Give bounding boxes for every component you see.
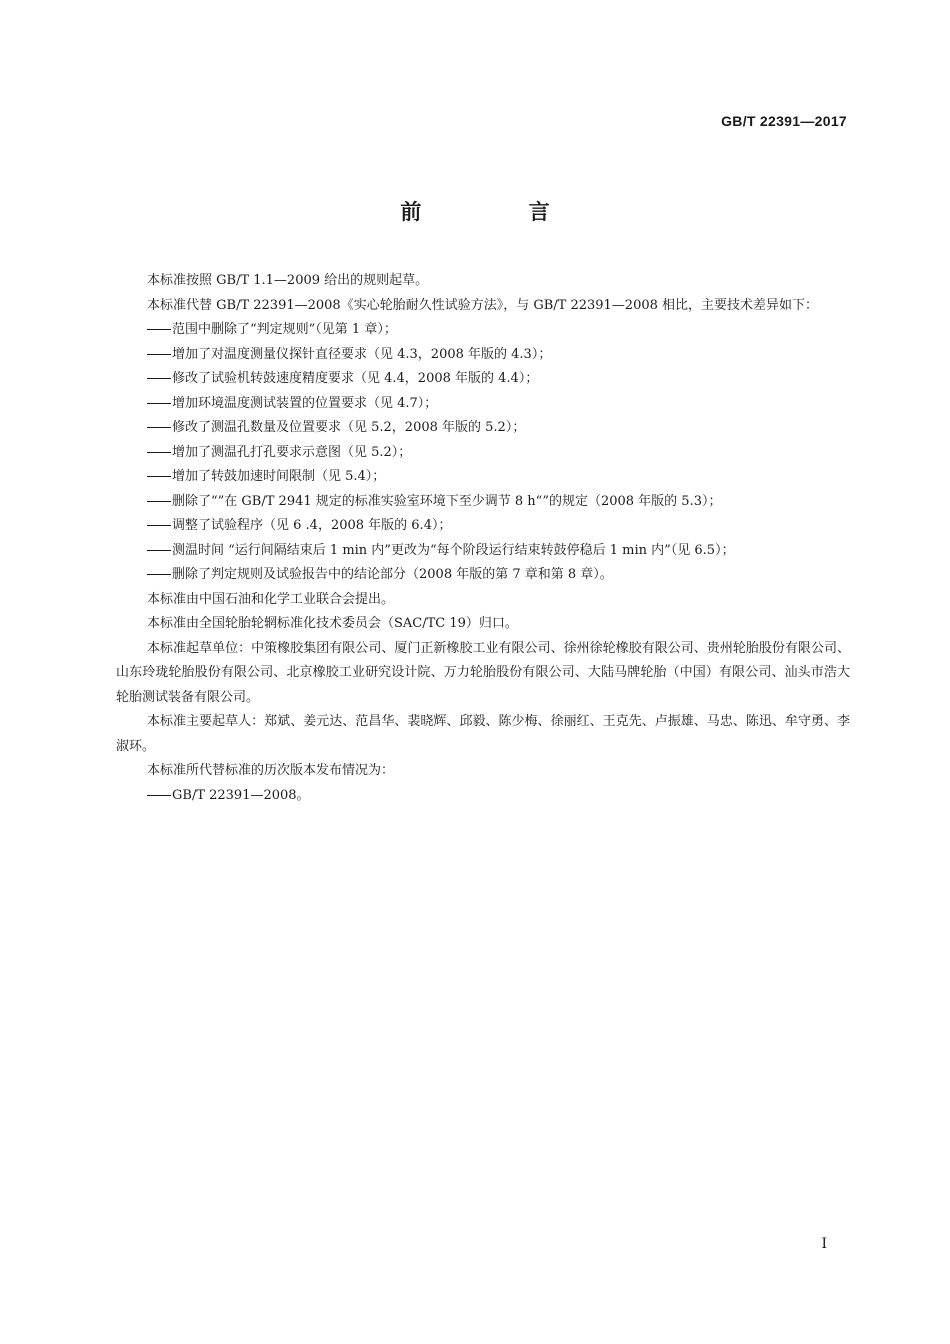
change-item [116,416,850,441]
dash-marker [147,563,172,588]
change-item [116,392,850,417]
paragraph: 本标准主要起草人：郑斌、姜元达、范昌华、裴晓辉、邱毅、陈少梅、徐丽红、王克先、卢振雄、马忠、陈迅、牟守勇、李淑环。 [116,714,850,754]
dash-marker [147,514,172,539]
dash-marker [147,441,172,466]
document-body [116,269,850,808]
previous-version-text: GB/T 22391—2008。 [172,787,310,803]
dash-marker [147,318,172,343]
dash-marker [147,465,172,490]
paragraph: 本标准按照 GB/T 1.1—2009 给出的规则起草。 [147,273,429,288]
paragraph: 本标准所代替标准的历次版本发布情况为： [147,763,395,778]
change-item [116,367,850,392]
previous-version-item [116,784,850,809]
dash-marker [147,784,172,809]
page-number: I [821,1236,827,1252]
change-text: 删除了“”在 GB/T 2941 规定的标准实验室环境下至少调节 8 h“”的规定（2008 年版的 5.3）； [172,493,722,509]
change-text: 增加了测温孔打孔要求示意图（见 5.2）； [172,444,412,460]
change-text: 增加了对温度测量仪探针直径要求（见 4.3，2008 年版的 4.3）； [172,346,552,362]
change-item [116,514,850,539]
dash-marker [147,490,172,515]
paragraph: 本标准由全国轮胎轮辋标准化技术委员会（SAC/TC 19）归口。 [147,616,518,631]
paragraph: 本标准代替 GB/T 22391—2008《实心轮胎耐久性试验方法》，与 GB/T 22391—2008 相比，主要技术差异如下： [147,297,819,313]
dash-marker [147,367,172,392]
dash-marker [147,392,172,417]
change-text: 修改了测温孔数量及位置要求（见 5.2，2008 年版的 5.2）； [172,420,526,435]
change-text: 增加了转鼓加速时间限制（见 5.4）； [172,469,386,484]
change-text: 增加环境温度测试装置的位置要求（见 4.7）； [172,395,438,411]
change-text: 删除了判定规则及试验报告中的结论部分（2008 年版的第 7 章和第 8 章）。 [172,567,613,582]
change-text: 测温时间 “运行间隔结束后 1 min 内”更改为“每个阶段运行结束转鼓停稳后 1 min 内”（见 6.5）； [172,542,735,558]
paragraph: 本标准起草单位：中策橡胶集团有限公司、厦门正新橡胶工业有限公司、徐州徐轮橡胶有限公司、贵州轮胎股份有限公司、山东玲珑轮胎股份有限公司、北京橡胶工业研究设计院、万力轮胎股份有限公司、大陆马牌轮胎（中国）有限公司、汕头市浩大轮胎测试装备有限公司。 [116,640,850,705]
dash-marker [147,539,172,564]
change-item [116,490,850,515]
change-item [116,539,850,564]
change-text: 调整了试验程序（见 6 .4，2008 年版的 6.4）； [172,518,452,533]
paragraph: 本标准由中国石油和化学工业联合会提出。 [147,591,395,607]
dash-marker [147,416,172,441]
page-title: 前 言 [400,200,600,224]
change-item [116,465,850,490]
change-text: 修改了试验机转鼓速度精度要求（见 4.4，2008 年版的 4.4）； [172,371,539,386]
change-item [116,343,850,368]
dash-marker [147,343,172,368]
change-text: 范围中删除了“判定规则”（见第 1 章）； [172,322,397,337]
change-item [116,441,850,466]
change-item [116,318,850,343]
change-item [116,563,850,588]
standard-code: GB/T 22391—2017 [721,113,847,129]
